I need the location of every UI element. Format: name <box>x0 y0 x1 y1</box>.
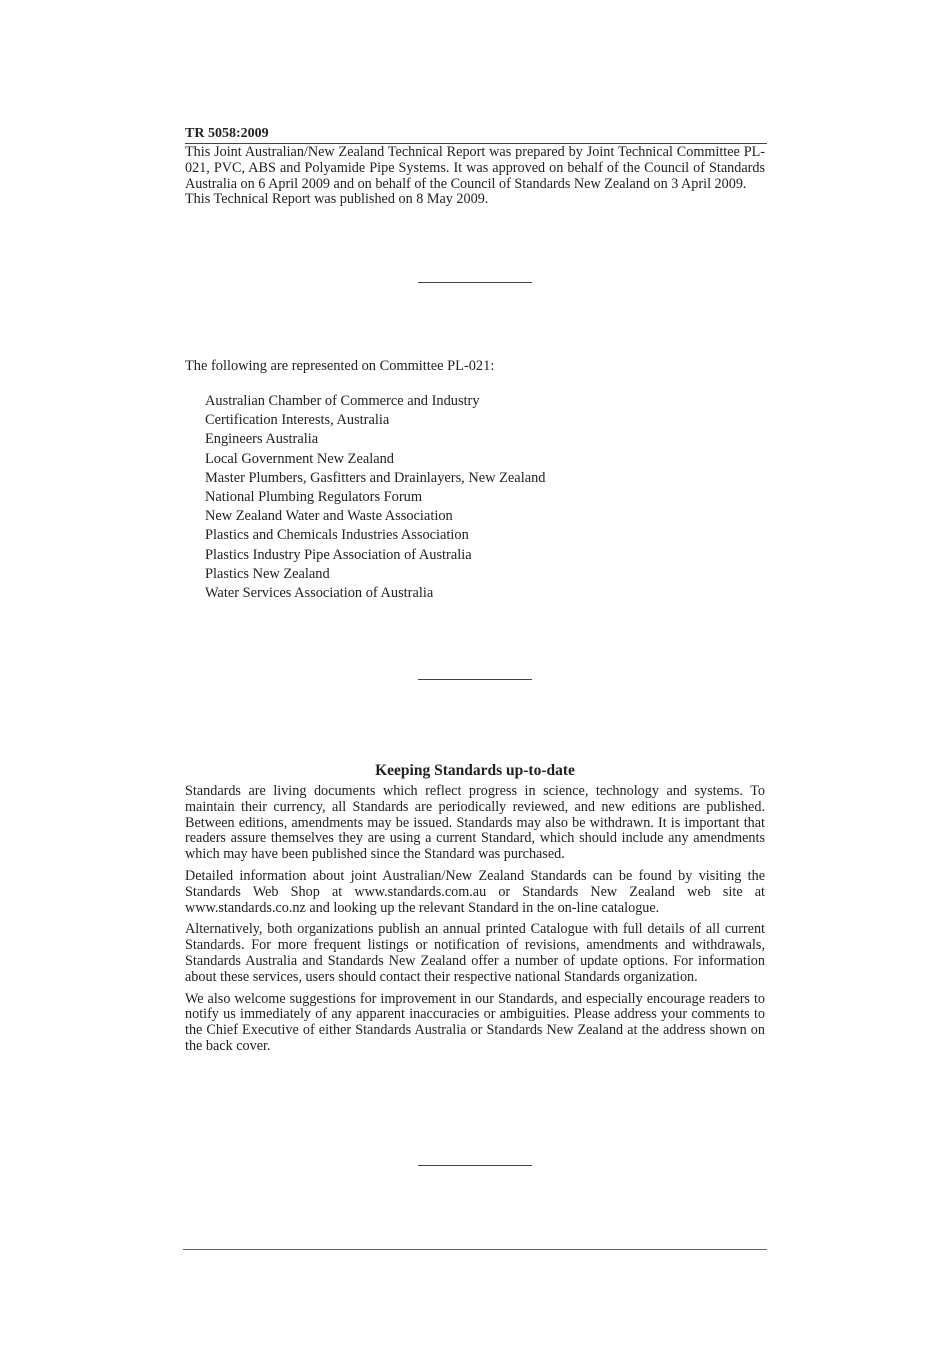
intro-paragraph: This Joint Australian/New Zealand Technical Report was prepared by Joint Technical Committee PL-021, PVC, ABS and Polyamide Pipe Systems. It was approved on behalf of the Council of Standards Australia on 6 April 2009 and on behalf of the Council of Standards New Zealand on 3 April 2009. <box>185 144 765 192</box>
committee-member: Local Government New Zealand <box>205 450 394 467</box>
body-paragraph: Detailed information about joint Australian/New Zealand Standards can be found by visiting the Standards Web Shop at www.standards.com.au or Standards New Zealand web site at www.standards.co.nz and looking up the relevant Standard in the on-line catalogue. <box>185 867 765 916</box>
footer-rule <box>183 1249 767 1250</box>
committee-member: Water Services Association of Australia <box>205 585 434 602</box>
section-divider <box>418 282 532 283</box>
section-divider <box>418 1165 532 1166</box>
section-body <box>185 784 765 1061</box>
committee-member: Australian Chamber of Commerce and Industry <box>205 393 480 409</box>
committee-member: New Zealand Water and Waste Association <box>205 508 453 525</box>
document-id: TR 5058:2009 <box>185 126 767 144</box>
committee-heading: The following are represented on Committee PL-021: <box>185 358 495 374</box>
committee-member: Plastics Industry Pipe Association of Australia <box>205 546 472 563</box>
publication-date-paragraph: This Technical Report was published on 8 May 2009. <box>185 191 489 208</box>
committee-member-list <box>205 392 545 603</box>
committee-member: Plastics and Chemicals Industries Association <box>205 527 469 544</box>
section-title: Keeping Standards up-to-date <box>375 762 575 779</box>
body-paragraph: We also welcome suggestions for improvement in our Standards, and especially encourage readers to notify us immediately of any apparent inaccuracies or ambiguities. Please address your comments to the Chief Executive of either Standards Australia or Standards New Zealand at the address shown on the back cover. <box>185 990 765 1054</box>
committee-member: Master Plumbers, Gasfitters and Drainlayers, New Zealand <box>205 469 546 486</box>
committee-member: Certification Interests, Australia <box>205 412 390 429</box>
body-paragraph: Alternatively, both organizations publish an annual printed Catalogue with full details of all current Standards. For more frequent listings or notification of revisions, amendments and withdrawals, Standards Australia and Standards New Zealand offer a number of update options. For information about these services, users should contact their respective national Standards organization. <box>185 921 765 985</box>
body-paragraph: Standards are living documents which reflect progress in science, technology and systems. To maintain their currency, all Standards are periodically reviewed, and new editions are published. Between editions, amendments may be issued. Standards may also be withdrawn. It is important that readers assure themselves they are using a current Standard, which should include any amendments which may have been published since the Standard was purchased. <box>185 783 765 863</box>
intro-block <box>185 145 765 208</box>
section-divider <box>418 679 532 680</box>
committee-member: Plastics New Zealand <box>205 565 330 582</box>
committee-member: National Plumbing Regulators Forum <box>205 489 423 506</box>
committee-member: Engineers Australia <box>205 431 319 448</box>
